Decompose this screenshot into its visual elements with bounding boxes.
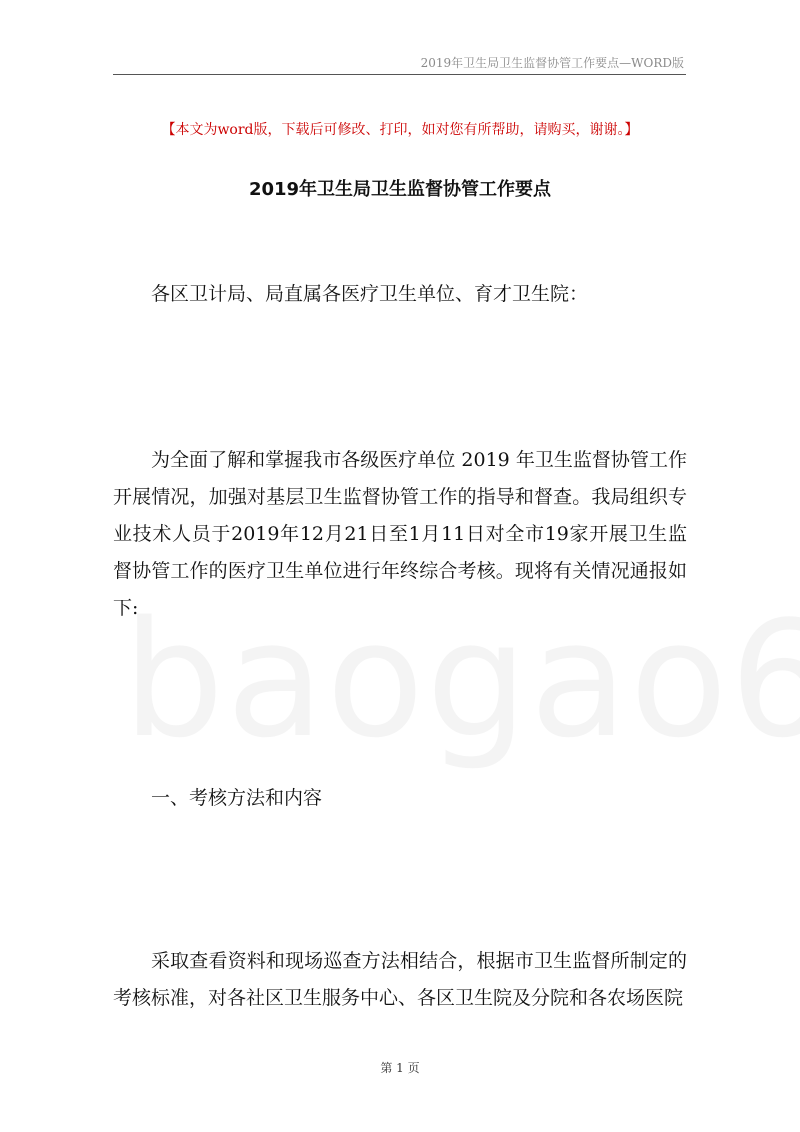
- salutation-paragraph: 各区卫计局、局直属各医疗卫生单位、育才卫生院：: [151, 283, 589, 305]
- download-notice: 【本文为word版，下载后可修改、打印，如对您有所帮助，请购买，谢谢。】: [161, 122, 639, 138]
- document-title: 2019年卫生局卫生监督协管工作要点: [248, 179, 552, 200]
- section-heading-1: 一、考核方法和内容: [151, 787, 323, 809]
- running-header: 2019年卫生局卫生监督协管工作要点—WORD版: [420, 56, 684, 70]
- method-paragraph: 采取查看资料和现场巡查方法相结合，根据市卫生监督所制定的考核标准，对各社区卫生服务中心、各区卫生院及分院和各农场医院: [113, 950, 687, 1009]
- header-divider: [113, 74, 686, 75]
- page-number: 第 1 页: [380, 1061, 420, 1075]
- intro-paragraph: 为全面了解和掌握我市各级医疗单位 2019 年卫生监督协管工作开展情况，加强对基层卫生监督协管工作的指导和督查。我局组织专业技术人员于2019年12月21日至1月11日对全市19家开展卫生监督协管工作的医疗卫生单位进行年终综合考核。现将有关情况通报如下:: [113, 449, 687, 619]
